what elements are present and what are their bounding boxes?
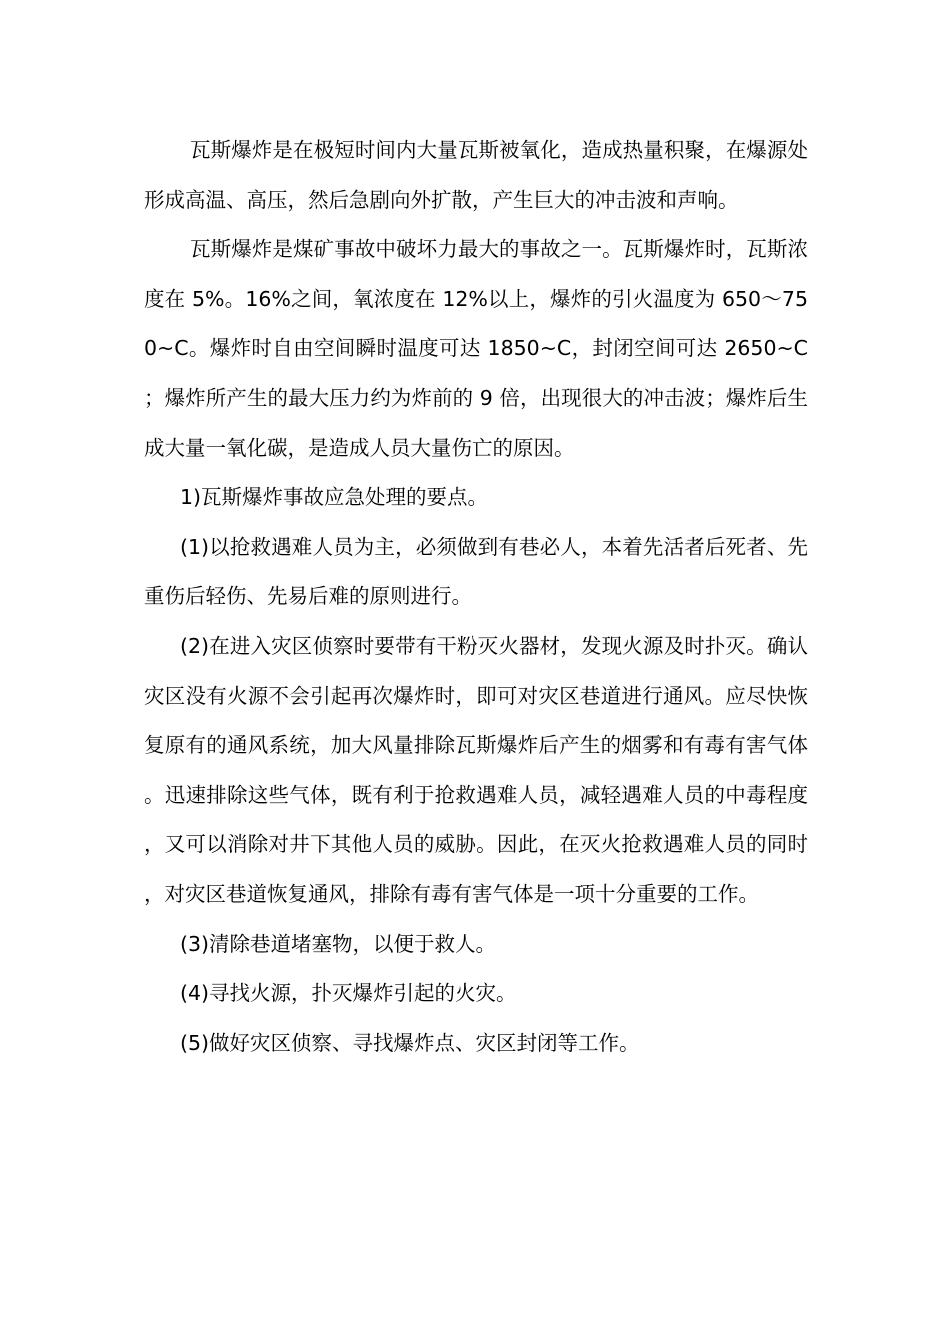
paragraph-item-3: (3)清除巷道堵塞物，以便于救人。 <box>180 931 497 956</box>
paragraph-emergency-heading: 1)瓦斯爆炸事故应急处理的要点。 <box>180 485 489 510</box>
document-body <box>144 126 808 1068</box>
paragraph-explosion-conditions: 瓦斯爆炸是煤矿事故中破坏力最大的事故之一。瓦斯爆炸时，瓦斯浓度在 5%。16%之间，氧浓度在 12%以上，爆炸的引火温度为 650～750~C。爆炸时自由空间瞬时温度可达 1850~C，封闭空间可达 2650~C；爆炸所产生的最大压力约为炸前的 9 倍，出现很大的冲击波；爆炸后生成大量一氧化碳，是造成人员大量伤亡的原因。 <box>144 237 808 460</box>
paragraph-item-5: (5)做好灾区侦察、寻找爆炸点、灾区封闭等工作。 <box>180 1030 640 1055</box>
paragraph-item-1: (1)以抢救遇难人员为主，必须做到有巷必人，本着先活者后死者、先重伤后轻伤、先易后难的原则进行。 <box>144 534 808 609</box>
paragraph-explosion-definition: 瓦斯爆炸是在极短时间内大量瓦斯被氧化，造成热量积聚，在爆源处形成高温、高压，然后急剧向外扩散，产生巨大的冲击波和声响。 <box>144 138 808 212</box>
paragraph-item-4: (4)寻找火源，扑灭爆炸引起的火灾。 <box>180 981 517 1006</box>
paragraph-item-2: (2)在进入灾区侦察时要带有干粉灭火器材，发现火源及时扑灭。确认灾区没有火源不会引起再次爆炸时，即可对灾区巷道进行通风。应尽快恢复原有的通风系统，加大风量排除瓦斯爆炸后产生的烟雾和有毒有害气体。迅速排除这些气体，既有利于抢救遇难人员，减轻遇难人员的中毒程度，又可以消除对井下其他人员的威胁。因此，在灭火抢救遇难人员的同时，对灾区巷道恢复通风，排除有毒有害气体是一项十分重要的工作。 <box>144 633 808 906</box>
